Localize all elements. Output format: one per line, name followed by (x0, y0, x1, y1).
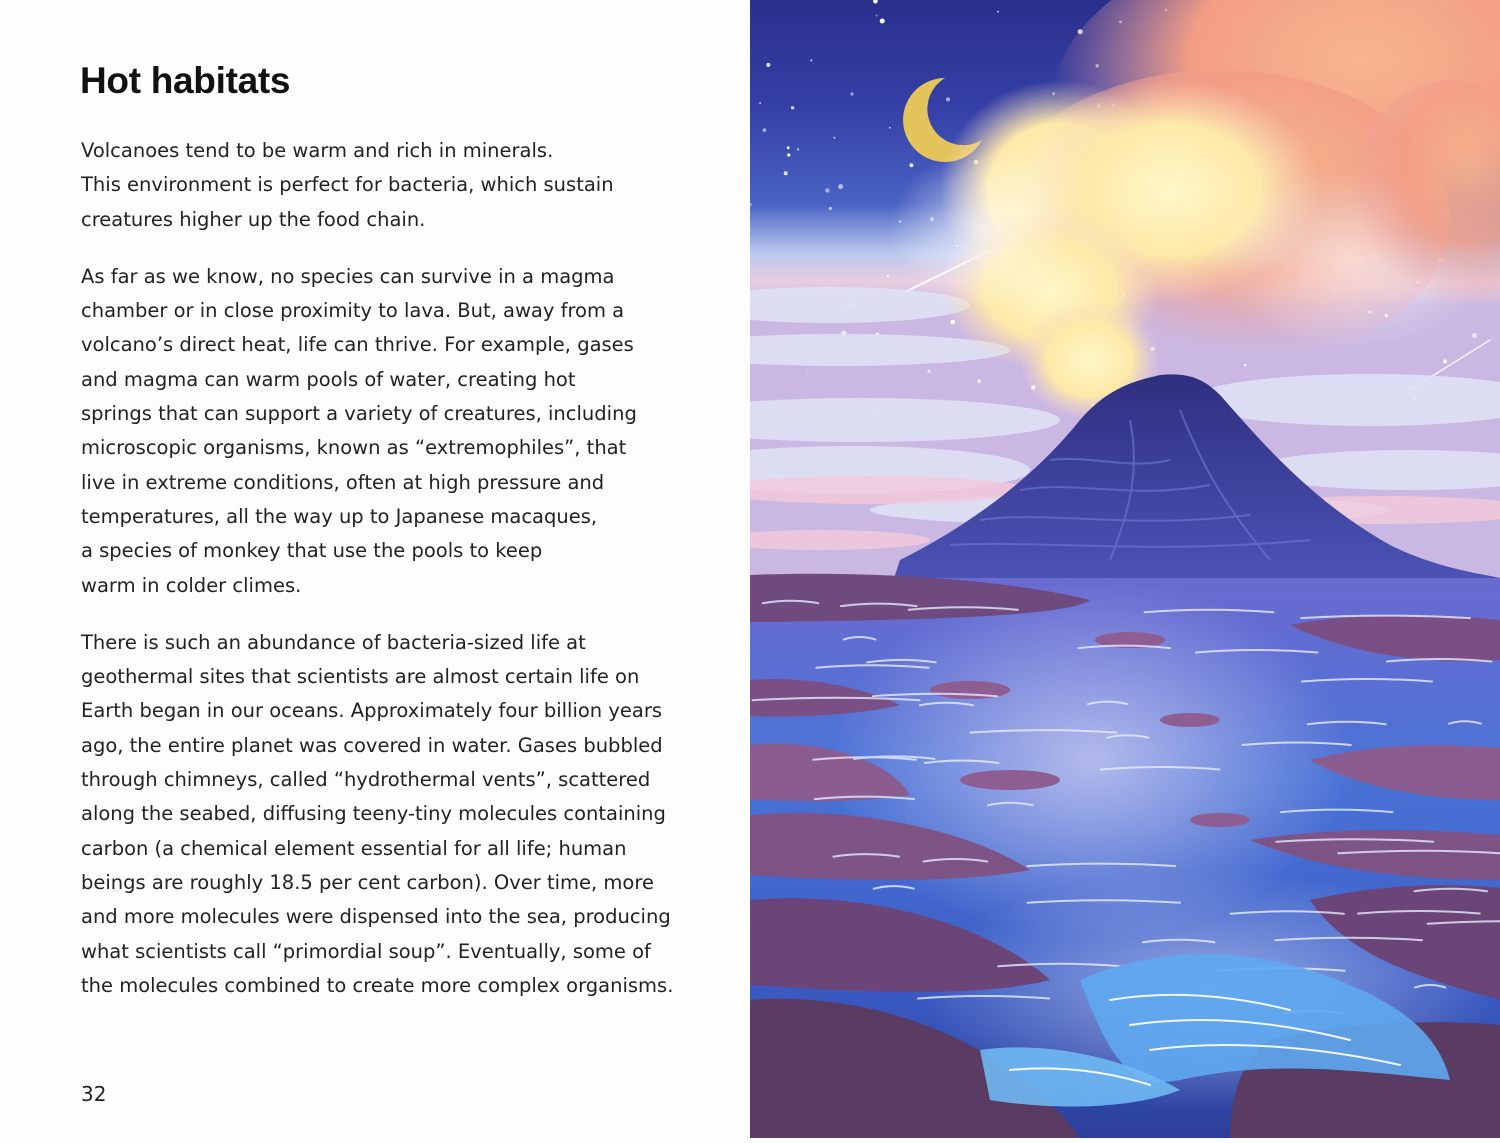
text-line: This environment is perfect for bacteria, which sustain (81, 173, 614, 197)
page-number: 32 (81, 1082, 107, 1106)
text-line: geothermal sites that scientists are almost certain life on (81, 665, 640, 689)
text-line: chamber or in close proximity to lava. But, away from a (81, 299, 625, 323)
text-page (0, 0, 750, 1138)
volcano-scene (750, 0, 1500, 1138)
text-line: and more molecules were dispensed into the sea, producing (81, 905, 671, 929)
body-text (81, 134, 691, 1026)
text-line: microscopic organisms, known as “extremophiles”, that (81, 436, 627, 460)
page-title: Hot habitats (80, 60, 291, 101)
volcano-illustration (750, 0, 1500, 1138)
text-line: springs that can support a variety of creatures, including (81, 402, 637, 426)
text-line: creatures higher up the food chain. (81, 207, 426, 231)
text-line: and magma can warm pools of water, creating hot (81, 367, 576, 391)
text-line: Volcanoes tend to be warm and rich in minerals. (81, 139, 554, 162)
body-paragraph (81, 260, 691, 603)
text-line: the molecules combined to create more complex organisms. (81, 973, 674, 997)
body-paragraph (81, 626, 691, 1003)
body-paragraph (81, 134, 691, 237)
text-line: warm in colder climes. (81, 573, 302, 597)
text-line: a species of monkey that use the pools to keep (81, 539, 543, 563)
text-line: along the seabed, diffusing teeny-tiny molecules containing (81, 802, 666, 826)
text-line: live in extreme conditions, often at high pressure and (81, 470, 605, 494)
text-line: through chimneys, called “hydrothermal vents”, scattered (81, 768, 651, 792)
text-line: beings are roughly 18.5 per cent carbon). Over time, more (81, 870, 654, 894)
text-line: volcano’s direct heat, life can thrive. For example, gases (81, 333, 634, 357)
text-line: As far as we know, no species can survive in a magma (81, 264, 615, 288)
text-line: Earth began in our oceans. Approximately four billion years (81, 699, 663, 723)
text-line: temperatures, all the way up to Japanese macaques, (81, 504, 598, 528)
text-line: carbon (a chemical element essential for all life; human (81, 836, 627, 860)
text-line: what scientists call “primordial soup”. Eventually, some of (81, 939, 651, 963)
text-line: ago, the entire planet was covered in water. Gases bubbled (81, 733, 663, 757)
text-line: There is such an abundance of bacteria-sized life at (81, 630, 586, 654)
